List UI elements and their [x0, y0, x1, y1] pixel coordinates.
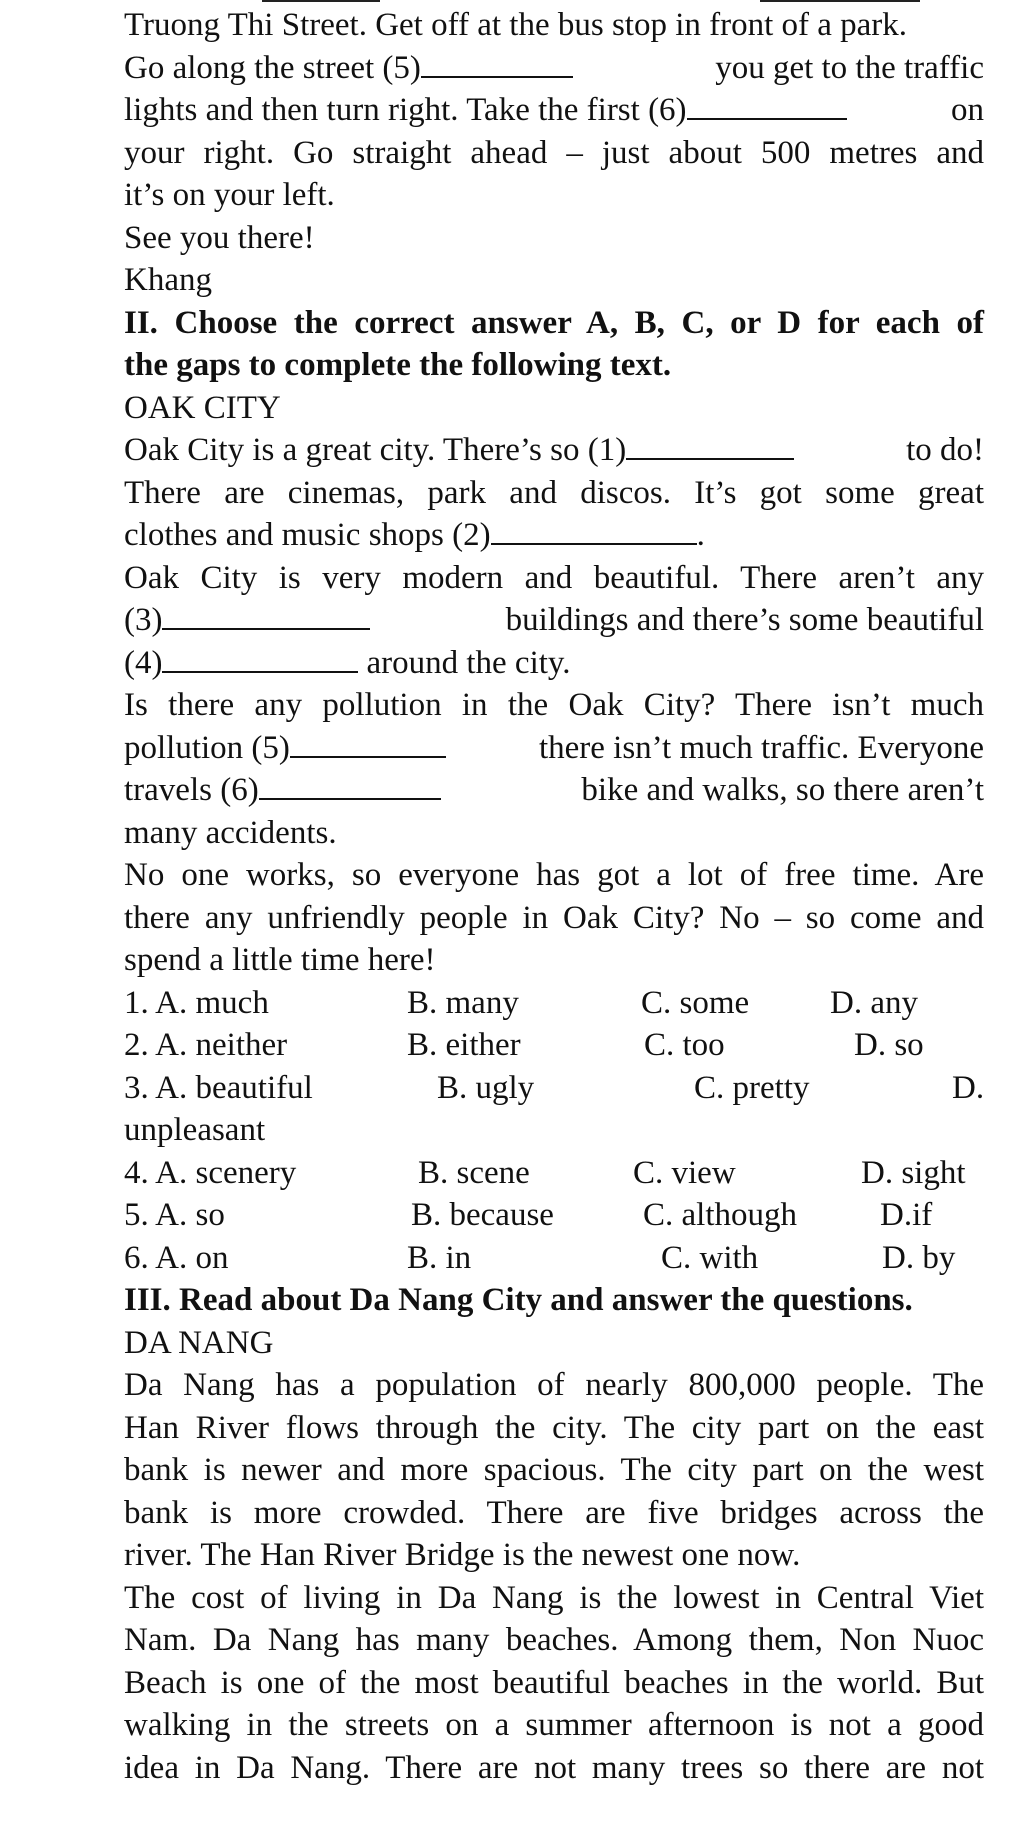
option-b: B. ugly: [437, 1069, 535, 1106]
letter-line: [124, 47, 984, 90]
option-c: C. too: [644, 1027, 725, 1063]
blank-gap: [687, 90, 847, 120]
option-d: D.if: [880, 1197, 933, 1233]
section-heading: II. Choose the correct answer A, B, C, or D for each of: [124, 304, 984, 341]
passage-line: walking in the streets on a summer afternoon is not a good: [124, 1707, 984, 1743]
option-b: B. in: [407, 1239, 472, 1276]
passage-line: Oak City is very modern and beautiful. There aren’t any: [124, 559, 984, 596]
letter-line: [124, 89, 984, 132]
option-d: D. sight: [861, 1154, 966, 1191]
worksheet-page: [124, 0, 984, 1789]
passage-line: [124, 769, 984, 812]
passage-text: .: [696, 517, 705, 553]
letter-text: Truong Thi Street. Get off at the bus stop in front of a park.: [124, 7, 908, 43]
passage-text: (3): [124, 602, 163, 638]
passage-text: Oak City is a great city. There’s so (1): [124, 432, 627, 468]
letter-text: on: [951, 92, 984, 128]
section-heading: the gaps to complete the following text.: [124, 347, 672, 383]
question-options: [124, 1024, 984, 1067]
passage-text: bike and walks, so there aren’t: [581, 772, 984, 808]
passage-line: [124, 642, 984, 685]
option-a: 5. A. so: [124, 1197, 225, 1233]
option-d: D. by: [882, 1239, 956, 1276]
passage-line: Da Nang has a population of nearly 800,000 people. The: [124, 1367, 984, 1403]
passage-line: [124, 429, 984, 472]
passage-line: Is there any pollution in the Oak City? There isn’t much: [124, 687, 984, 723]
option-d: D. any: [830, 984, 918, 1021]
passage-line: there any unfriendly people in Oak City? No – so come and: [124, 899, 984, 936]
passage-line: [124, 599, 984, 642]
question-options: [124, 1237, 984, 1280]
letter-text: you get to the traffic: [715, 49, 984, 86]
question-options: [124, 1067, 984, 1110]
passage-line: Nam. Da Nang has many beaches. Among them, Non Nuoc: [124, 1622, 984, 1658]
blank-gap: [162, 643, 358, 673]
option-d: D. so: [854, 1027, 924, 1063]
option-c: C. view: [633, 1154, 736, 1191]
option-a: 2. A. neither: [124, 1027, 288, 1063]
passage-text: travels (6): [124, 772, 259, 808]
passage-text: buildings and there’s some beautiful: [505, 602, 984, 638]
letter-line: it’s on your left.: [124, 177, 335, 213]
option-a: 4. A. scenery: [124, 1154, 297, 1191]
passage-title: OAK CITY: [124, 389, 281, 426]
option-b: B. many: [407, 984, 519, 1021]
option-a: 6. A. on: [124, 1239, 229, 1276]
passage-line: bank is more crowded. There are five bridges across the: [124, 1494, 984, 1531]
option-b: B. because: [411, 1197, 554, 1233]
option-d: D.: [952, 1069, 985, 1106]
passage-line: bank is newer and more spacious. The city part on the west: [124, 1452, 984, 1488]
passage-line: Han River flows through the city. The city part on the east: [124, 1409, 984, 1446]
section-heading: III. Read about Da Nang City and answer the questions.: [124, 1282, 913, 1318]
passage-line: The cost of living in Da Nang is the lowest in Central Viet: [124, 1579, 984, 1616]
passage-line: idea in Da Nang. There are not many trees so there are not: [124, 1749, 984, 1786]
letter-closing: See you there!: [124, 219, 315, 256]
passage-text: to do!: [906, 432, 984, 468]
question-options: [124, 1194, 984, 1237]
passage-line: No one works, so everyone has got a lot of free time. Are: [124, 857, 984, 893]
option-c: C. although: [643, 1197, 797, 1233]
blank-gap: [259, 770, 441, 800]
passage-line: [124, 727, 984, 770]
letter-line: [124, 4, 984, 47]
blank-gap: [421, 48, 573, 78]
option-c: C. some: [641, 984, 750, 1021]
passage-line: river. The Han River Bridge is the newest one now.: [124, 1537, 801, 1573]
option-c: C. with: [661, 1239, 759, 1276]
question-options: [124, 982, 984, 1025]
blank-gap: [626, 430, 794, 460]
option-c: C. pretty: [694, 1069, 810, 1106]
blank-gap: [290, 728, 446, 758]
blank-gap: [491, 515, 697, 545]
passage-text: there isn’t much traffic. Everyone: [538, 729, 984, 766]
passage-line: Beach is one of the most beautiful beaches in the world. But: [124, 1664, 984, 1701]
passage-text: (4): [124, 644, 163, 681]
option-a: 1. A. much: [124, 984, 269, 1021]
option-a: 3. A. beautiful: [124, 1069, 313, 1106]
letter-line: your right. Go straight ahead – just about 500 metres and: [124, 134, 984, 171]
passage-line: many accidents.: [124, 814, 337, 851]
passage-line: There are cinemas, park and discos. It’s got some great: [124, 474, 984, 511]
letter-text: Go along the street (5): [124, 49, 421, 86]
passage-line: spend a little time here!: [124, 942, 436, 978]
passage-text: around the city.: [366, 644, 571, 681]
passage-line: [124, 514, 984, 557]
option-b: B. either: [407, 1027, 521, 1063]
blank-gap: [162, 600, 370, 630]
letter-text: lights and then turn right. Take the first (6): [124, 92, 687, 128]
letter-signature: Khang: [124, 262, 212, 298]
question-options: [124, 1152, 984, 1195]
passage-text: clothes and music shops (2): [124, 517, 491, 553]
passage-text: pollution (5): [124, 729, 290, 766]
option-continuation: unpleasant: [124, 1112, 266, 1148]
passage-title: DA NANG: [124, 1324, 274, 1361]
option-b: B. scene: [418, 1154, 530, 1191]
